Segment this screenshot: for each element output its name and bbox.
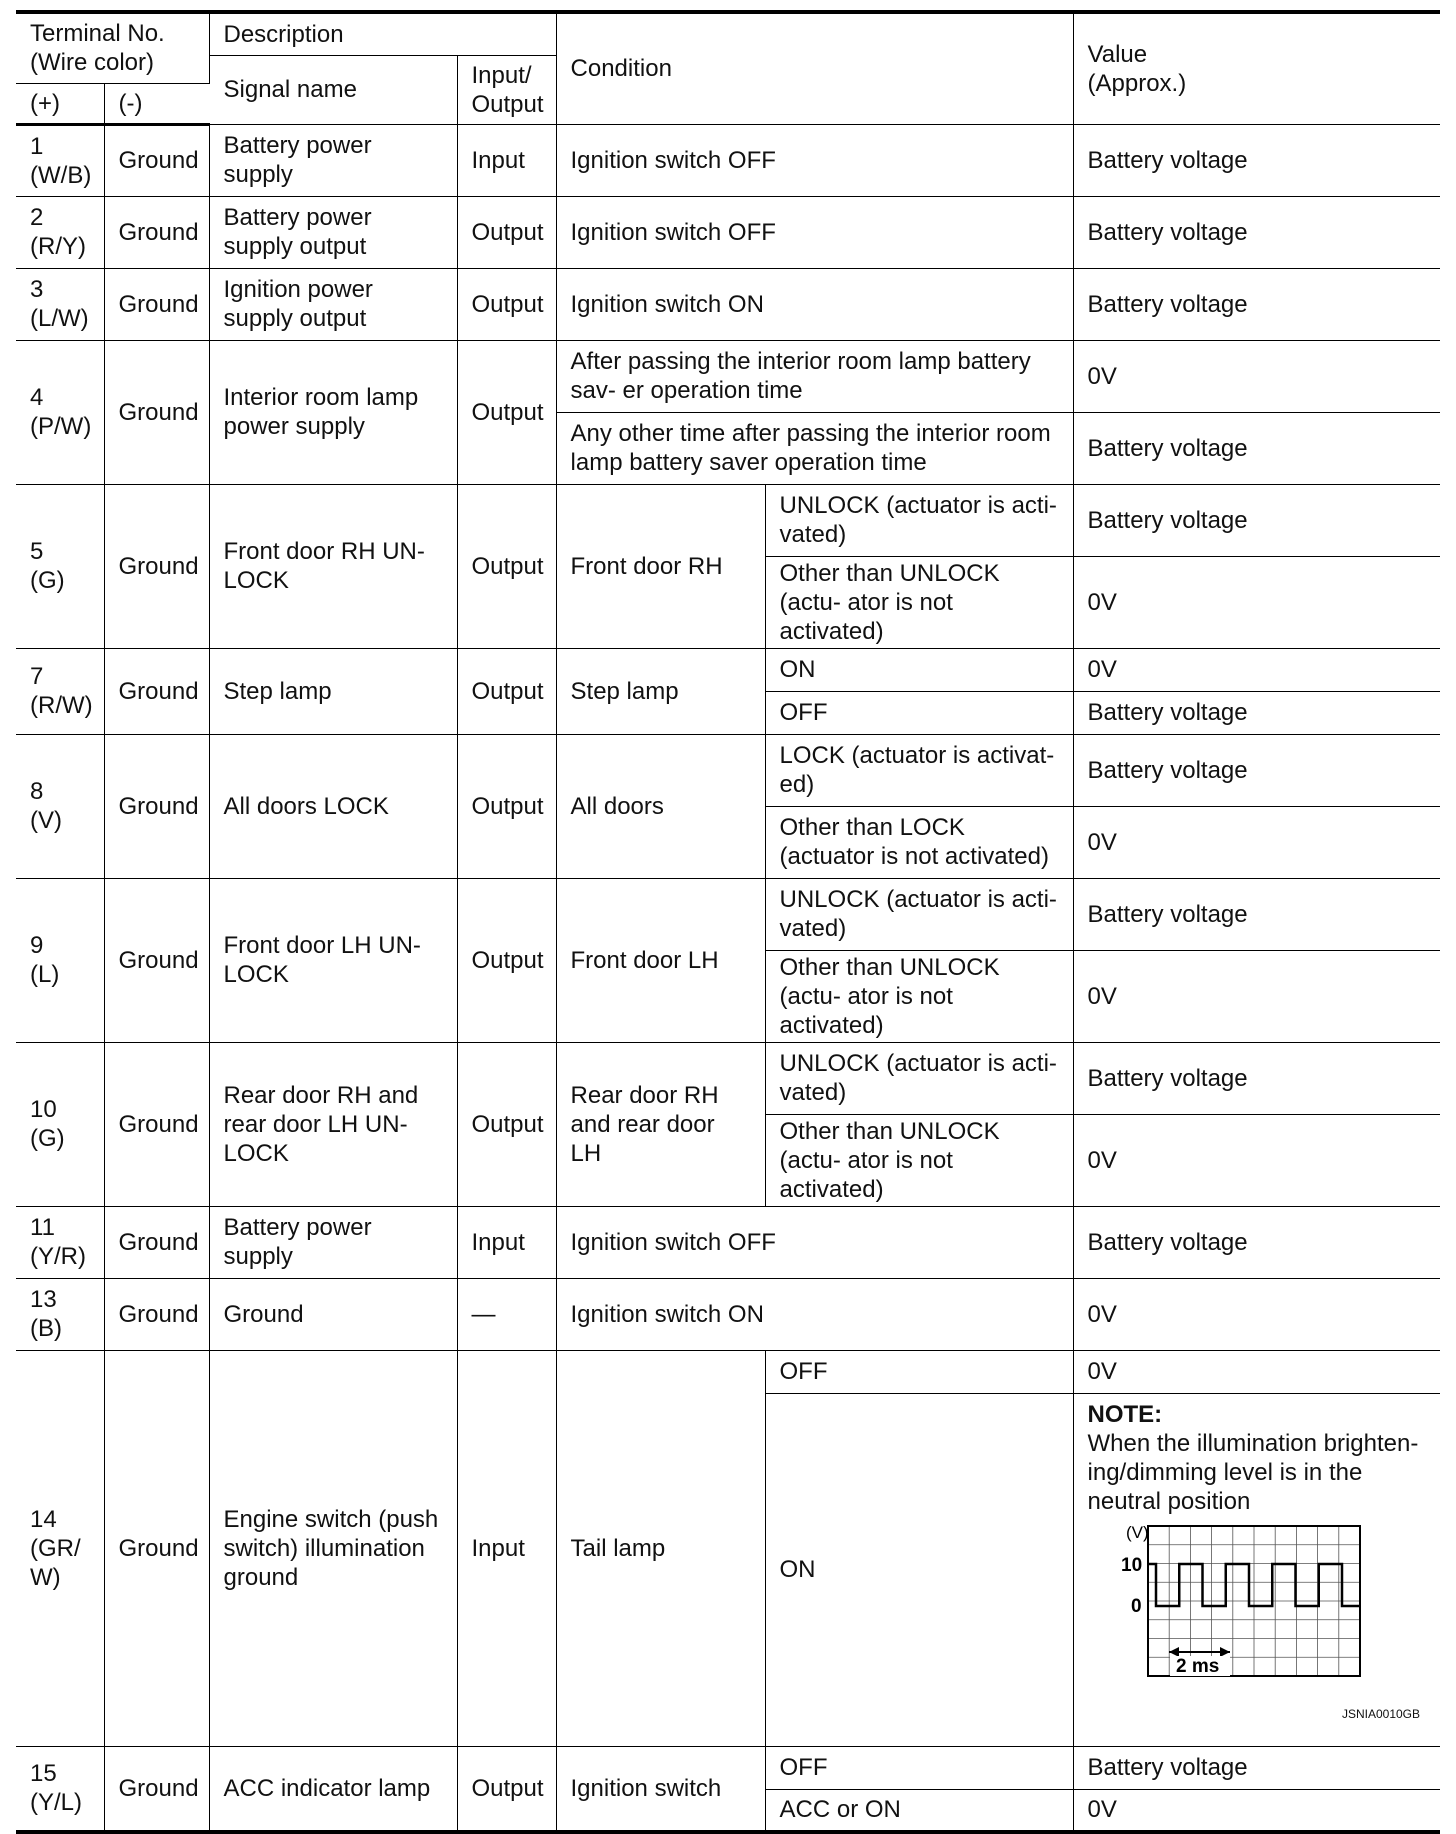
condition-cell: Ignition switch (556, 1746, 765, 1832)
condition-cell: Front door LH (556, 878, 765, 1042)
state-cell: Other than LOCK (actuator is not activated) (765, 806, 1073, 878)
plus-header: (+) (16, 83, 104, 124)
minus-cell: Ground (104, 268, 209, 340)
table-row (16, 124, 1440, 196)
value-header: Value (Approx.) (1073, 12, 1440, 124)
terminal-cell: 7 (R/W) (16, 648, 104, 734)
value-cell: Battery voltage (1073, 734, 1440, 806)
state-cell: ON (765, 1393, 1073, 1746)
table-row (16, 484, 1440, 556)
waveform-high-label: 10 (1120, 1554, 1142, 1576)
value-cell (1073, 1393, 1440, 1746)
io-cell: Output (457, 878, 556, 1042)
signal-cell: All doors LOCK (209, 734, 457, 878)
signal-cell: Battery power supply output (209, 196, 457, 268)
minus-cell: Ground (104, 1350, 209, 1746)
value-cell: 0V (1073, 1114, 1440, 1206)
state-cell: UNLOCK (actuator is acti- vated) (765, 878, 1073, 950)
signal-cell: Ignition power supply output (209, 268, 457, 340)
table-row (16, 1350, 1440, 1393)
signal-cell: Front door RH UN- LOCK (209, 484, 457, 648)
terminal-cell: 8 (V) (16, 734, 104, 878)
terminal-header: Terminal No. (Wire color) (16, 12, 209, 83)
minus-cell: Ground (104, 484, 209, 648)
figure-caption: JSNIA0010GB (1341, 1706, 1421, 1721)
terminal-cell: 13 (B) (16, 1278, 104, 1350)
terminal-cell: 14 (GR/ W) (16, 1350, 104, 1746)
table-row (16, 648, 1440, 691)
state-cell: ACC or ON (765, 1789, 1073, 1832)
value-cell: 0V (1073, 1278, 1440, 1350)
state-cell: OFF (765, 1746, 1073, 1789)
value-cell: Battery voltage (1073, 196, 1440, 268)
table-row (16, 1278, 1440, 1350)
table-row (16, 1206, 1440, 1278)
condition-cell: Front door RH (556, 484, 765, 648)
condition-cell: Any other time after passing the interior room lamp battery saver operation time (556, 412, 1073, 484)
terminal-spec-table (16, 10, 1440, 1834)
value-cell: Battery voltage (1073, 268, 1440, 340)
io-cell: Input (457, 1350, 556, 1746)
io-cell: Input (457, 1206, 556, 1278)
signal-cell: Front door LH UN- LOCK (209, 878, 457, 1042)
io-cell: Output (457, 268, 556, 340)
table-row (16, 878, 1440, 950)
value-cell: Battery voltage (1073, 691, 1440, 734)
terminal-cell: 3 (L/W) (16, 268, 104, 340)
state-cell: ON (765, 648, 1073, 691)
condition-cell: Ignition switch OFF (556, 1206, 1073, 1278)
value-cell: Battery voltage (1073, 1746, 1440, 1789)
io-cell: Input (457, 124, 556, 196)
state-cell: Other than UNLOCK (actu- ator is not activated) (765, 1114, 1073, 1206)
condition-cell: Step lamp (556, 648, 765, 734)
terminal-cell: 1 (W/B) (16, 124, 104, 196)
state-cell: OFF (765, 691, 1073, 734)
minus-cell: Ground (104, 648, 209, 734)
signal-name-header: Signal name (209, 55, 457, 124)
minus-cell: Ground (104, 878, 209, 1042)
signal-cell: Step lamp (209, 648, 457, 734)
minus-cell: Ground (104, 1206, 209, 1278)
state-cell: UNLOCK (actuator is acti- vated) (765, 484, 1073, 556)
table-row (16, 268, 1440, 340)
time-scale-label: 2 ms (1175, 1655, 1219, 1677)
terminal-cell: 10 (G) (16, 1042, 104, 1206)
value-cell: 0V (1073, 648, 1440, 691)
minus-cell: Ground (104, 196, 209, 268)
value-cell: 0V (1073, 340, 1440, 412)
table-row (16, 1042, 1440, 1114)
condition-cell: Rear door RH and rear door LH (556, 1042, 765, 1206)
value-cell: Battery voltage (1073, 412, 1440, 484)
condition-cell: After passing the interior room lamp battery sav- er operation time (556, 340, 1073, 412)
minus-cell: Ground (104, 1042, 209, 1206)
condition-cell: Ignition switch OFF (556, 124, 1073, 196)
minus-cell: Ground (104, 1278, 209, 1350)
time-scale-arrow-right (1220, 1647, 1230, 1657)
value-cell: 0V (1073, 950, 1440, 1042)
terminal-cell: 9 (L) (16, 878, 104, 1042)
description-header: Description (209, 12, 556, 55)
io-cell: Output (457, 340, 556, 484)
note-title: NOTE: (1087, 1400, 1163, 1428)
signal-cell: Battery power supply (209, 124, 457, 196)
value-cell: 0V (1073, 556, 1440, 648)
minus-header: (-) (104, 83, 209, 124)
waveform-chart (1088, 1520, 1388, 1700)
signal-cell: Ground (209, 1278, 457, 1350)
io-cell: Output (457, 734, 556, 878)
value-cell: 0V (1073, 806, 1440, 878)
io-cell: — (457, 1278, 556, 1350)
waveform-figure (1088, 1520, 1427, 1729)
signal-cell: Battery power supply (209, 1206, 457, 1278)
state-cell: UNLOCK (actuator is acti- vated) (765, 1042, 1073, 1114)
io-cell: Output (457, 484, 556, 648)
io-cell: Output (457, 196, 556, 268)
value-cell: Battery voltage (1073, 1042, 1440, 1114)
value-cell: Battery voltage (1073, 484, 1440, 556)
input-output-header: Input/ Output (457, 55, 556, 124)
terminal-cell: 15 (Y/L) (16, 1746, 104, 1832)
minus-cell: Ground (104, 340, 209, 484)
condition-cell: All doors (556, 734, 765, 878)
value-cell: 0V (1073, 1350, 1440, 1393)
terminal-cell: 5 (G) (16, 484, 104, 648)
signal-cell: Interior room lamp power supply (209, 340, 457, 484)
io-cell: Output (457, 648, 556, 734)
condition-cell: Ignition switch ON (556, 1278, 1073, 1350)
signal-cell: Rear door RH and rear door LH UN- LOCK (209, 1042, 457, 1206)
table-row (16, 734, 1440, 806)
minus-cell: Ground (104, 124, 209, 196)
state-cell: OFF (765, 1350, 1073, 1393)
state-cell: Other than UNLOCK (actu- ator is not activated) (765, 556, 1073, 648)
value-cell: Battery voltage (1073, 124, 1440, 196)
state-cell: LOCK (actuator is activat- ed) (765, 734, 1073, 806)
table-row (16, 196, 1440, 268)
condition-cell: Ignition switch ON (556, 268, 1073, 340)
minus-cell: Ground (104, 1746, 209, 1832)
value-cell: 0V (1073, 1789, 1440, 1832)
note-body: When the illumination brighten- ing/dimming level is in the neutral position (1087, 1429, 1419, 1515)
terminal-cell: 2 (R/Y) (16, 196, 104, 268)
io-cell: Output (457, 1042, 556, 1206)
terminal-cell: 11 (Y/R) (16, 1206, 104, 1278)
terminal-cell: 4 (P/W) (16, 340, 104, 484)
value-cell: Battery voltage (1073, 878, 1440, 950)
condition-header: Condition (556, 12, 1073, 124)
waveform-low-label: 0 (1130, 1595, 1142, 1617)
value-cell: Battery voltage (1073, 1206, 1440, 1278)
table-row (16, 340, 1440, 412)
condition-cell: Tail lamp (556, 1350, 765, 1746)
minus-cell: Ground (104, 734, 209, 878)
state-cell: Other than UNLOCK (actu- ator is not activated) (765, 950, 1073, 1042)
condition-cell: Ignition switch OFF (556, 196, 1073, 268)
table-row (16, 1746, 1440, 1789)
waveform-unit-label: (V) (1125, 1522, 1149, 1542)
io-cell: Output (457, 1746, 556, 1832)
signal-cell: Engine switch (push switch) illumination ground (209, 1350, 457, 1746)
signal-cell: ACC indicator lamp (209, 1746, 457, 1832)
